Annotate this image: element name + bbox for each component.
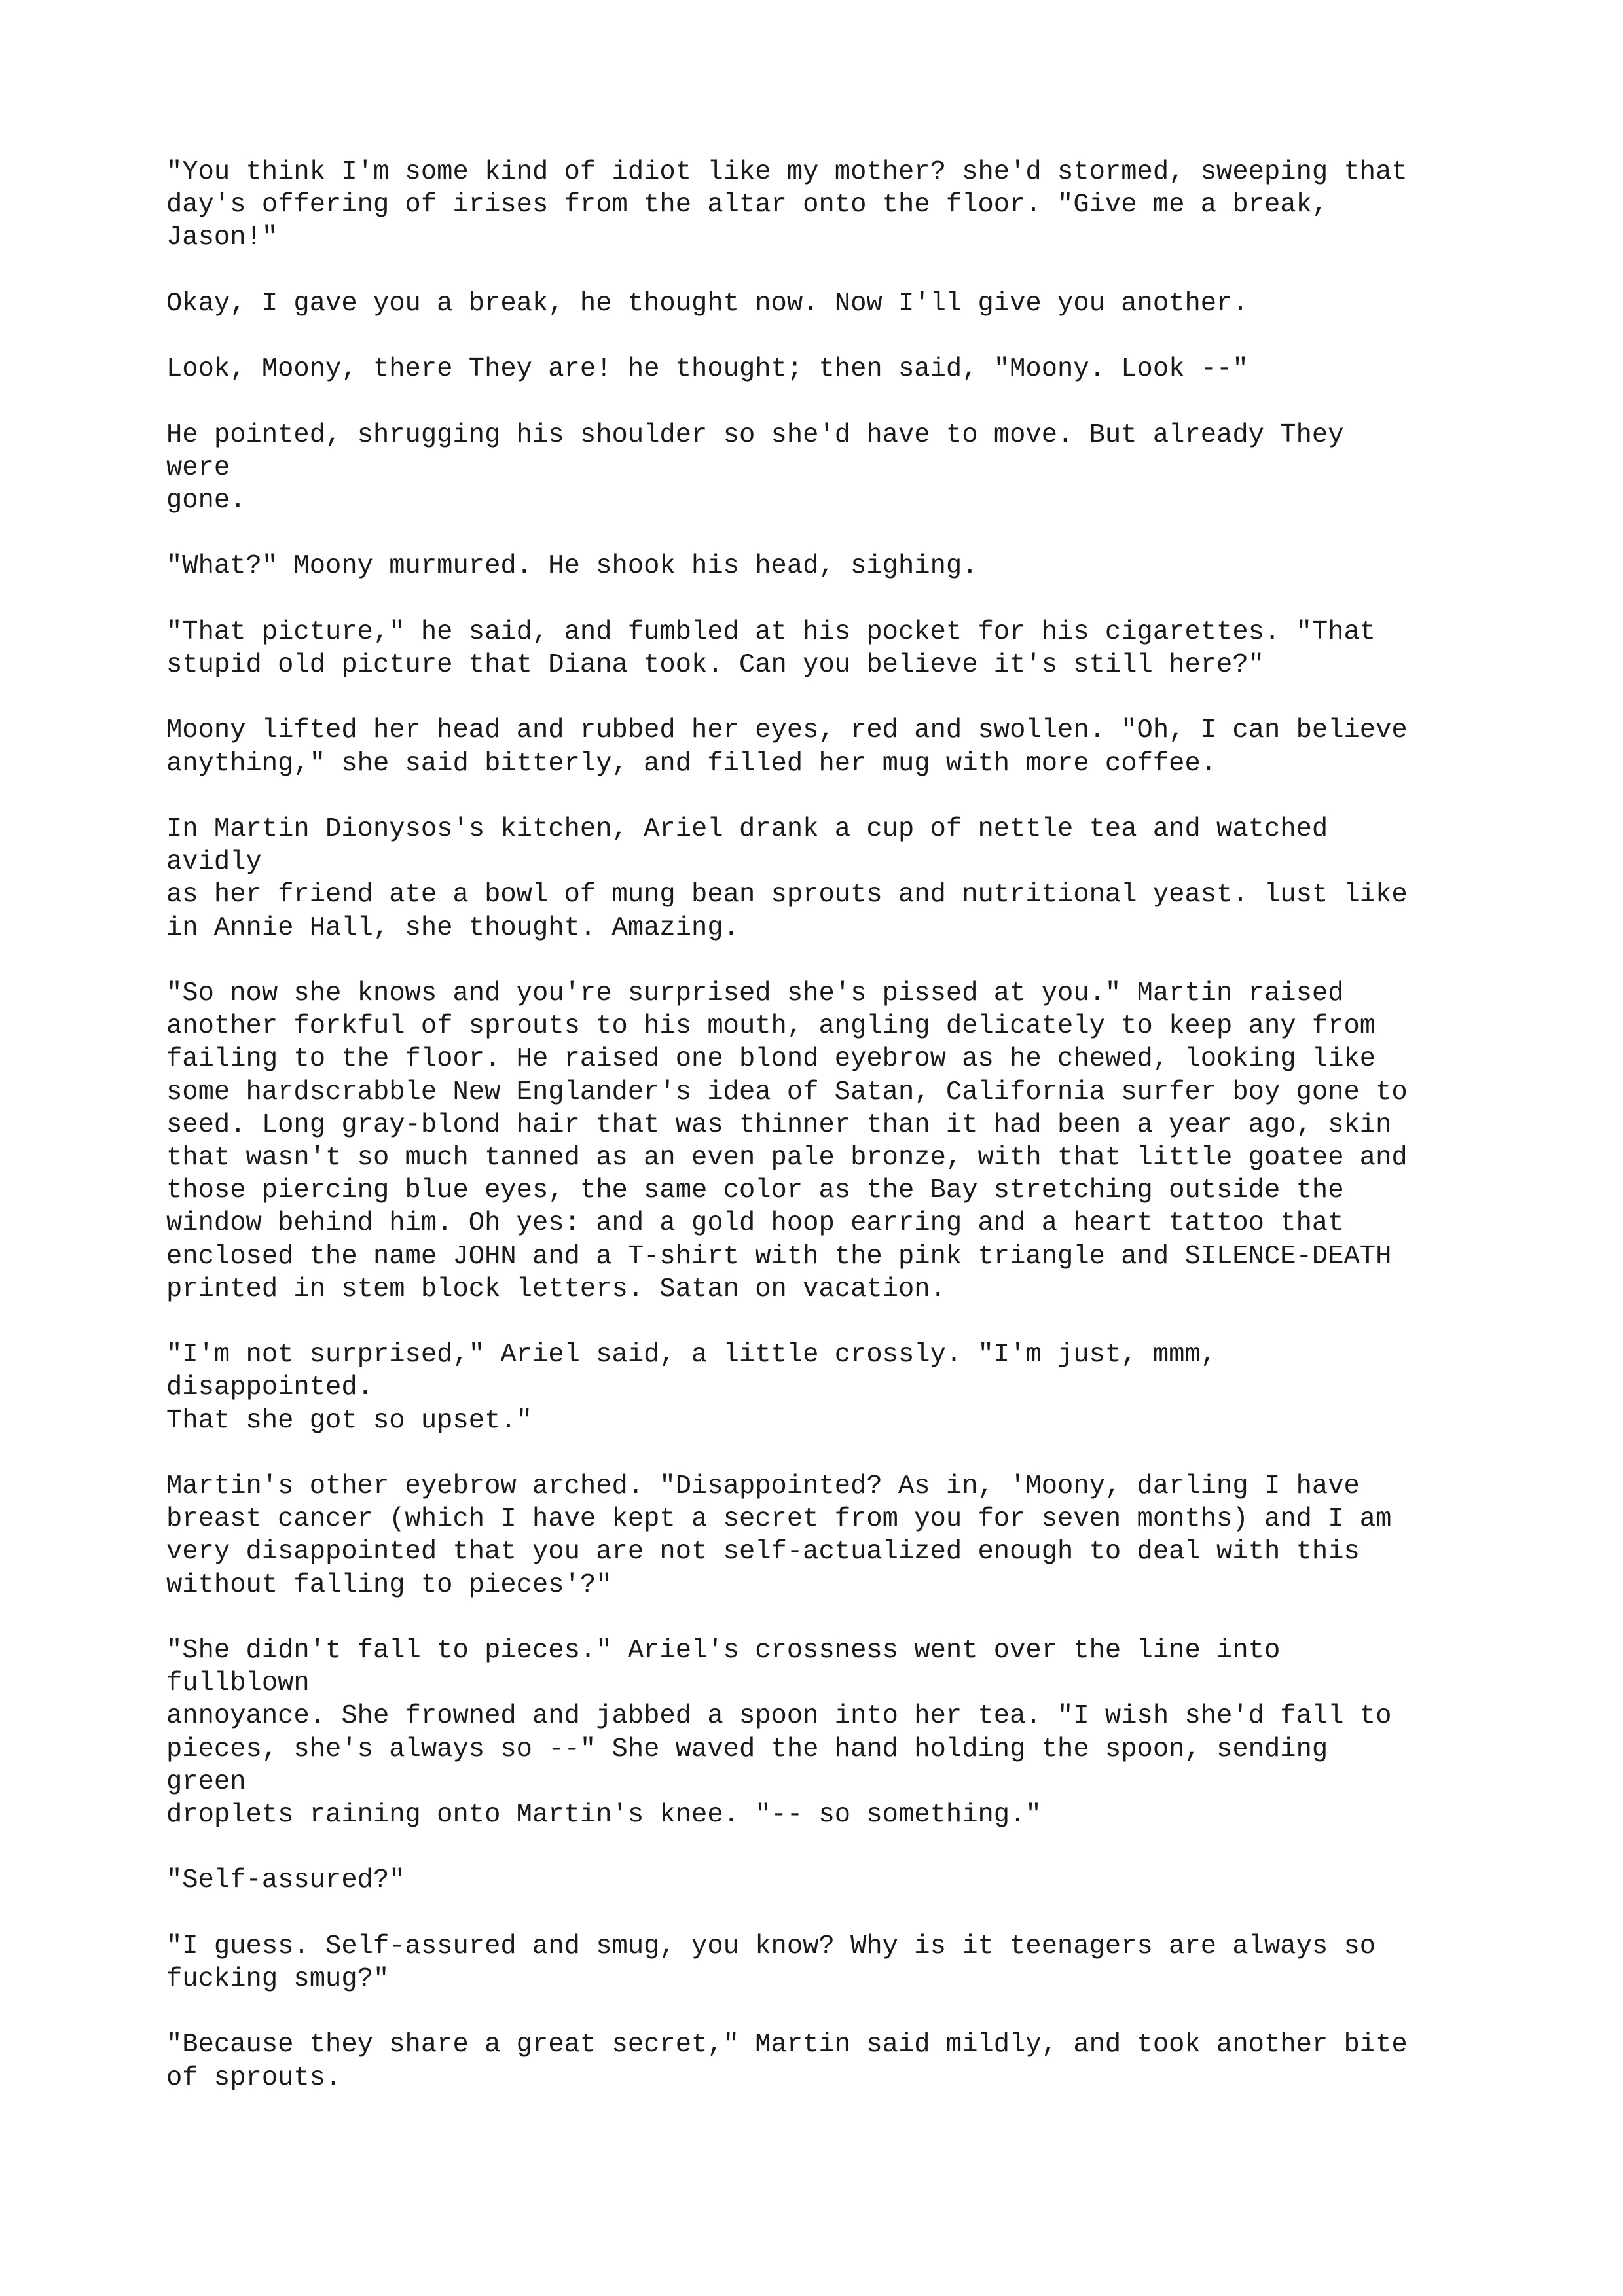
- text-line: that wasn't so much tanned as an even pale bronze, with that little goatee and: [166, 1142, 1408, 1173]
- text-line: Look, Moony, there They are! he thought; then said, "Moony. Look --": [166, 354, 1249, 385]
- paragraph: [166, 550, 1476, 583]
- paragraph: [166, 419, 1476, 518]
- text-line: avidly: [166, 847, 262, 878]
- text-line: "She didn't fall to pieces." Ariel's crossness went over the line into: [166, 1635, 1281, 1666]
- paragraph: [166, 977, 1476, 1306]
- text-line: "So now she knows and you're surprised she's pissed at you." Martin raised: [166, 978, 1344, 1009]
- text-line: those piercing blue eyes, the same color as the Bay stretching outside the: [166, 1175, 1344, 1206]
- text-line: seed. Long gray-blond hair that was thinner than it had been a year ago, skin: [166, 1109, 1392, 1140]
- text-line: "You think I'm some kind of idiot like my mother? she'd stormed, sweeping that: [166, 157, 1408, 187]
- paragraph: [166, 1634, 1476, 1831]
- text-line: of sprouts.: [166, 2062, 342, 2093]
- text-line: "Because they share a great secret," Martin said mildly, and took another bite: [166, 2030, 1408, 2060]
- text-line: disappointed.: [166, 1372, 373, 1403]
- paragraph: [166, 1338, 1476, 1437]
- text-line: fucking smug?": [166, 1964, 390, 1994]
- text-line: very disappointed that you are not self-actualized enough to deal with this: [166, 1537, 1360, 1568]
- paragraph: [166, 1864, 1476, 1897]
- text-line: That she got so upset.": [166, 1405, 532, 1436]
- text-line: some hardscrabble New Englander's idea of Satan, California surfer boy gone to: [166, 1077, 1408, 1107]
- text-line: Jason!": [166, 223, 278, 253]
- paragraph: [166, 1930, 1476, 1996]
- text-line: anything," she said bitterly, and filled her mug with more coffee.: [166, 748, 1217, 779]
- text-line: breast cancer (which I have kept a secret from you for seven months) and I am: [166, 1504, 1392, 1535]
- text-line: droplets raining onto Martin's knee. "-- so something.": [166, 1799, 1042, 1830]
- text-line: enclosed the name JOHN and a T-shirt with the pink triangle and SILENCE-DEATH: [166, 1241, 1392, 1272]
- paragraph: [166, 353, 1476, 386]
- paragraph: [166, 2028, 1476, 2094]
- text-line: "I'm not surprised," Ariel said, a little crossly. "I'm just, mmm,: [166, 1340, 1217, 1371]
- text-line: gone.: [166, 485, 246, 516]
- paragraph: [166, 813, 1476, 944]
- paragraph: [166, 616, 1476, 681]
- paragraph: [166, 714, 1476, 780]
- text-line: He pointed, shrugging his shoulder so she'd have to move. But already They: [166, 420, 1344, 450]
- text-line: failing to the floor. He raised one blond eyebrow as he chewed, looking like: [166, 1044, 1376, 1075]
- text-line: in Annie Hall, she thought. Amazing.: [166, 912, 739, 943]
- text-line: fullblown: [166, 1668, 310, 1699]
- text-line: "Self-assured?": [166, 1865, 405, 1896]
- text-line: "That picture," he said, and fumbled at his pocket for his cigarettes. "That: [166, 617, 1376, 647]
- text-line: printed in stem block letters. Satan on vacation.: [166, 1274, 946, 1304]
- text-line: stupid old picture that Diana took. Can you believe it's still here?": [166, 649, 1264, 680]
- text-line: "I guess. Self-assured and smug, you know? Why is it teenagers are always so: [166, 1931, 1376, 1962]
- paragraph: [166, 1470, 1476, 1602]
- body-text: [166, 156, 1476, 2127]
- text-line: Martin's other eyebrow arched. "Disappointed? As in, 'Moony, darling I have: [166, 1471, 1360, 1501]
- text-line: day's offering of irises from the altar onto the floor. "Give me a break,: [166, 190, 1328, 221]
- text-line: another forkful of sprouts to his mouth, angling delicately to keep any from: [166, 1011, 1376, 1042]
- text-line: Moony lifted her head and rubbed her eyes, red and swollen. "Oh, I can believe: [166, 715, 1408, 746]
- text-line: "What?" Moony murmured. He shook his head, sighing.: [166, 551, 978, 582]
- text-line: as her friend ate a bowl of mung bean sprouts and nutritional yeast. lust like: [166, 880, 1408, 910]
- paragraph: [166, 156, 1476, 255]
- text-line: In Martin Dionysos's kitchen, Ariel drank a cup of nettle tea and watched: [166, 814, 1328, 844]
- text-line: without falling to pieces'?": [166, 1570, 612, 1600]
- text-line: pieces, she's always so --" She waved the hand holding the spoon, sending: [166, 1734, 1328, 1765]
- text-line: annoyance. She frowned and jabbed a spoon into her tea. "I wish she'd fall to: [166, 1701, 1392, 1732]
- paragraph: [166, 287, 1476, 320]
- text-line: green: [166, 1767, 246, 1797]
- text-line: window behind him. Oh yes: and a gold hoop earring and a heart tattoo that: [166, 1208, 1344, 1239]
- text-line: Okay, I gave you a break, he thought now. Now I'll give you another.: [166, 288, 1249, 319]
- text-line: were: [166, 452, 230, 483]
